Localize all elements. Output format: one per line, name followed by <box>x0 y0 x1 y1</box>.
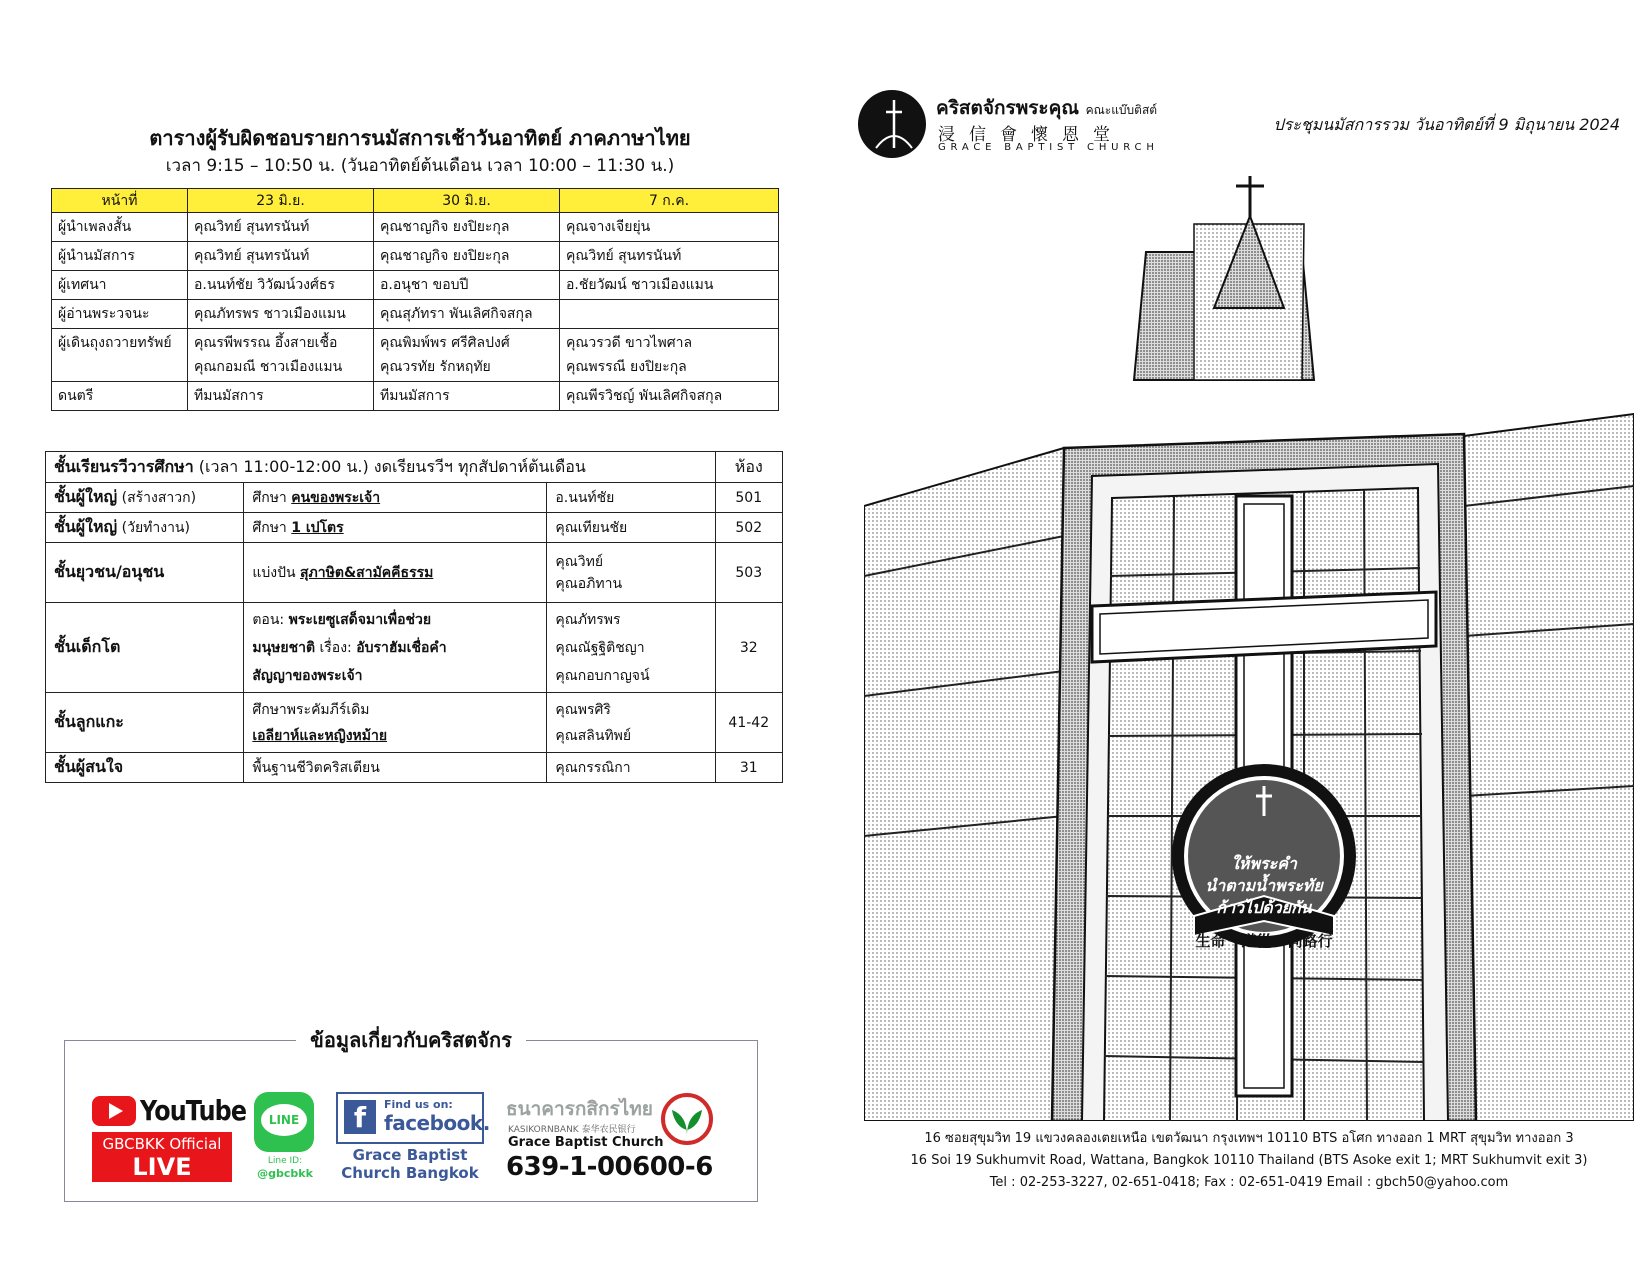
class-name-cell: ชั้นลูกแกะ <box>46 693 244 753</box>
duty-roster-table <box>51 188 779 411</box>
duty-cell: คุณวิทย์ สุนทรนันท์ <box>560 242 779 271</box>
contact-info: Tel : 02-253-3227, 02-651-0418; Fax : 02-651-0419 Email : gbch50@yahoo.com <box>989 1175 1509 1190</box>
duty-name: คุณวรวดี ขาวไพศาล <box>566 335 693 351</box>
duty-cell <box>188 329 374 382</box>
topic-line: ศึกษาพระคัมภีร์เดิม <box>252 701 370 718</box>
church-logo <box>858 90 926 158</box>
church-name-en: GRACE BAPTIST CHURCH <box>938 142 1159 153</box>
line-icon <box>254 1092 314 1152</box>
facebook-page-name <box>336 1146 484 1182</box>
church-denomination: คณะแบ๊บติสต์ <box>1085 103 1158 117</box>
facebook-page-line: Church Bangkok <box>341 1164 479 1182</box>
topic-title: สุภาษิต&สามัคคีธรรม <box>300 564 434 581</box>
header-date-1: 23 มิ.ย. <box>188 189 374 213</box>
duty-cell <box>374 329 560 382</box>
table-row <box>52 329 779 382</box>
emblem-motto-line: ให้พระคำ <box>1231 854 1297 873</box>
class-topic-cell <box>244 483 547 513</box>
church-building-illustration <box>864 176 1634 1121</box>
duty-cell <box>560 329 779 382</box>
teacher-name: คุณสลินทิพย์ <box>555 727 632 744</box>
teacher-name: คุณภัทรพร <box>555 611 621 628</box>
duty-cell: คุณวิทย์ สุนทรนันท์ <box>188 213 374 242</box>
service-date: ประชุมนมัสการรวม วันอาทิตย์ที่ 9 มิถุนายน 2024 <box>1273 115 1620 134</box>
class-table-header <box>46 452 783 483</box>
class-topic-cell <box>244 543 547 603</box>
line-badge[interactable] <box>252 1092 318 1192</box>
bank-name-en-cn <box>508 1122 636 1135</box>
line-id: @gbcbkk <box>257 1167 313 1180</box>
topic-title: คนของพระเจ้า <box>291 489 381 506</box>
facebook-f-icon: f <box>344 1100 376 1134</box>
youtube-live-banner <box>92 1132 232 1182</box>
duty-cell: คุณชาญกิจ ยงปิยะกุล <box>374 213 560 242</box>
teacher-name: คุณกอบกาญจน์ <box>555 667 650 684</box>
room-cell: 32 <box>715 603 782 693</box>
church-info-title-text: ข้อมูลเกี่ยวกับคริสตจักร <box>296 1028 526 1052</box>
topic-prefix: ศึกษา <box>252 489 292 506</box>
table-row <box>52 242 779 271</box>
table-row <box>52 213 779 242</box>
bank-account-name: Grace Baptist Church <box>508 1135 664 1150</box>
teacher-cell <box>547 603 715 693</box>
class-name-cell: ชั้นเด็กโต <box>46 603 244 693</box>
church-name-th-text: คริสตจักรพระคุณ <box>936 97 1079 119</box>
bank-name-en: KASIKORNBANK <box>508 1125 579 1135</box>
room-cell: 501 <box>715 483 782 513</box>
facebook-wordmark: facebook. <box>384 1111 490 1135</box>
teacher-cell: คุณเทียนชัย <box>547 513 715 543</box>
facebook-find-label: Find us on: <box>384 1098 453 1111</box>
role-cell: ผู้เทศนา <box>52 271 188 300</box>
topic-title: 1 เปโตร <box>291 519 344 536</box>
teacher-name: คุณอภิทาน <box>555 575 623 592</box>
kbank-leaf-icon <box>660 1092 714 1146</box>
schedule-title: ตารางผู้รับผิดชอบรายการนมัสการเช้าวันอาทิตย์ ภาคภาษาไทย <box>149 126 691 150</box>
church-name-cn: 浸信會懷恩堂 <box>938 125 1124 145</box>
topic-line <box>252 606 538 634</box>
church-address-block <box>864 1128 1634 1194</box>
role-cell: ผู้นำเพลงสั้น <box>52 213 188 242</box>
bank-account-badge <box>504 1092 716 1200</box>
duty-cell <box>560 300 779 329</box>
sunday-school-table <box>45 451 783 783</box>
duty-cell: คุณสุภัทรา พันเลิศกิจสกุล <box>374 300 560 329</box>
topic-line <box>252 634 538 662</box>
duty-cell: คุณภัทรพร ชาวเมืองแมน <box>188 300 374 329</box>
class-topic-cell <box>244 513 547 543</box>
youtube-live-label: LIVE <box>132 1153 192 1181</box>
header-role: หน้าที่ <box>52 189 188 213</box>
schedule-subtitle: เวลา 9:15 – 10:50 น. (วันอาทิตย์ต้นเดือน เวลา 10:00 – 11:30 น.) <box>165 156 675 176</box>
address-th: 16 ซอยสุขุมวิท 19 แขวงคลองเตยเหนือ เขตวัฒนา กรุงเทพฯ 10110 BTS อโศก ทางออก 1 MRT สุขุมวิท ทางออก 3 <box>924 1131 1574 1146</box>
duty-name: คุณรพีพรรณ อึ้งสายเชื้อ <box>194 335 338 351</box>
topic-prefix: ตอน: <box>252 611 289 628</box>
class-name-cell: ชั้นยุวชน/อนุชน <box>46 543 244 603</box>
topic-prefix: เรื่อง: <box>315 639 357 656</box>
class-name-note: (วัยทำงาน) <box>117 520 190 536</box>
bank-name-cn: 泰华农民银行 <box>581 1125 636 1135</box>
topic-title: พระเยซูเสด็จมาเพื่อช่วย <box>288 611 432 628</box>
youtube-badge[interactable] <box>92 1092 247 1200</box>
table-row <box>46 693 783 753</box>
teacher-name: คุณณัฐฐิติชญา <box>555 639 645 656</box>
duty-cell: อ.ชัยวัฒน์ ชาวเมืองแมน <box>560 271 779 300</box>
room-cell: 503 <box>715 543 782 603</box>
facebook-page-line: Grace Baptist <box>352 1146 468 1164</box>
table-row <box>46 483 783 513</box>
class-heading-bold: ชั้นเรียนรวีวารศึกษา <box>54 456 194 476</box>
role-cell: ผู้อ่านพระวจนะ <box>52 300 188 329</box>
role-cell: ผู้เดินถุงถวายทรัพย์ <box>52 329 188 382</box>
table-row <box>46 513 783 543</box>
header-date-2: 30 มิ.ย. <box>374 189 560 213</box>
class-name-cell: ชั้นผู้สนใจ <box>46 753 244 783</box>
duty-name: คุณพิมพ์พร ศรีศิลปงศ์ <box>380 335 510 351</box>
teacher-name: คุณวิทย์ <box>555 553 604 570</box>
table-row <box>46 753 783 783</box>
header-date-3: 7 ก.ค. <box>560 189 779 213</box>
room-cell: 502 <box>715 513 782 543</box>
topic-prefix: ศึกษา <box>252 519 292 536</box>
duty-cell: อ.นนท์ชัย วิวัฒน์วงศ์ธร <box>188 271 374 300</box>
cross-logo-icon <box>858 90 926 158</box>
duty-cell: คุณจางเจียยุ่น <box>560 213 779 242</box>
bank-name-th: ธนาคารกสิกรไทย <box>506 1098 653 1120</box>
class-table-heading <box>46 452 716 483</box>
emblem-motto-cn: 生命 · 遵從 · 同路行 <box>1195 932 1333 950</box>
table-row <box>52 300 779 329</box>
table-row <box>52 382 779 411</box>
emblem-motto-line: ก้าวไปด้วยกัน <box>1216 898 1312 917</box>
table-row <box>52 271 779 300</box>
class-name: ชั้นผู้ใหญ่ <box>54 517 118 536</box>
teacher-cell: คุณกรรณิกา <box>547 753 715 783</box>
church-info-title <box>64 1024 758 1056</box>
teacher-cell: อ.นนท์ชัย <box>547 483 715 513</box>
class-name: ชั้นผู้ใหญ่ <box>54 487 118 506</box>
class-topic-cell <box>244 603 547 693</box>
class-name-cell <box>46 513 244 543</box>
class-topic-cell <box>244 693 547 753</box>
role-cell: ดนตรี <box>52 382 188 411</box>
duty-name: คุณกอมณี ชาวเมืองแมน <box>194 359 343 375</box>
duty-cell: ทีมนมัสการ <box>374 382 560 411</box>
table-row <box>46 543 783 603</box>
room-cell: 31 <box>715 753 782 783</box>
duty-cell: คุณวิทย์ สุนทรนันท์ <box>188 242 374 271</box>
teacher-name: คุณพรศิริ <box>555 701 611 718</box>
youtube-wordmark: YouTube <box>140 1094 247 1127</box>
topic-title: เอลียาห์และหญิงหม้าย <box>252 727 388 744</box>
class-topic-cell: พื้นฐานชีวิตคริสเตียน <box>244 753 547 783</box>
youtube-channel-name: GBCBKK Official <box>102 1135 222 1153</box>
duty-name: คุณพรรณี ยงปิยะกุล <box>566 359 687 375</box>
table-row <box>46 603 783 693</box>
bank-account-number: 639-1-00600-6 <box>506 1152 713 1182</box>
teacher-cell <box>547 693 715 753</box>
class-name-cell <box>46 483 244 513</box>
duty-cell: คุณพีรวิชญ์ พันเลิศกิจสกุล <box>560 382 779 411</box>
topic-title: สัญญาของพระเจ้า <box>252 667 363 684</box>
facebook-findus-box <box>336 1092 490 1144</box>
duty-cell: ทีมนมัสการ <box>188 382 374 411</box>
class-heading-note: (เวลา 11:00-12:00 น.) งดเรียนรวีฯ ทุกสัปดาห์ต้นเดือน <box>193 456 586 476</box>
duty-name: คุณวรทัย รักหฤทัย <box>380 359 491 375</box>
duty-cell: อ.อนุชา ขอบปี <box>374 271 560 300</box>
duty-cell: คุณชาญกิจ ยงปิยะกุล <box>374 242 560 271</box>
topic-prefix: แบ่งปัน <box>252 564 300 581</box>
facebook-badge[interactable] <box>336 1092 490 1192</box>
duty-table-header <box>52 189 779 213</box>
line-wordmark: LINE <box>268 1113 300 1127</box>
emblem-motto-line: นำตามน้ำพระทัย <box>1205 876 1323 895</box>
class-name-note: (สร้างสาวก) <box>117 490 197 506</box>
room-cell: 41-42 <box>715 693 782 753</box>
header-room: ห้อง <box>715 452 782 483</box>
teacher-cell <box>547 543 715 603</box>
church-name-th <box>936 93 1157 123</box>
role-cell: ผู้นำนมัสการ <box>52 242 188 271</box>
topic-title: มนุษยชาติ <box>252 639 316 656</box>
topic-title: อับราฮัมเชื่อคำ <box>356 639 447 656</box>
line-id-label: Line ID: <box>267 1156 303 1166</box>
address-en: 16 Soi 19 Sukhumvit Road, Wattana, Bangkok 10110 Thailand (BTS Asoke exit 1; MRT Sukhumvit exit 3) <box>910 1153 1588 1168</box>
